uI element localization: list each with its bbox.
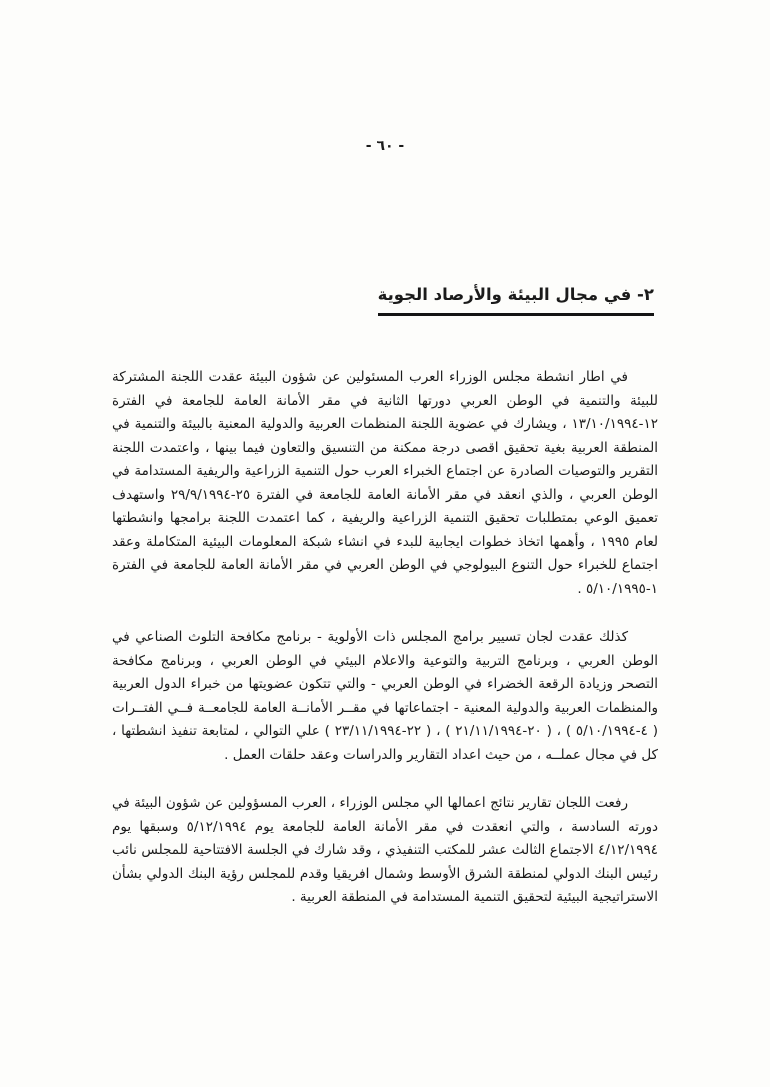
page-number: - ٦٠ - bbox=[365, 138, 405, 154]
body-text bbox=[112, 366, 658, 935]
paragraph-2: كذلك عقدت لجان تسيير برامج المجلس ذات الأولوية - برنامج مكافحة التلوث الصناعي في الوطن العربي ، وبرنامج التربية والتوعية والاعلام البيئي في الوطن العربي ، وبرنامج مكافحة التصحر وزيادة الرقعة الخضراء في الوطن العربي - والتي تتكون عضويتها من خبراء الدول العربية والمنظمات العربية والدولية المعنية - اجتماعاتها في مقــر الأمانــة العامة للجامعــة فــي الفتــرات ( ٤-٥/١٠/١٩٩٤ ) ، ( ٢٠-٢١/١١/١٩٩٤ ) ، ( ٢٢-٢٣/١١/١٩٩٤ ) علي التوالي ، لمتابعة تنفيذ انشطتها ، كل في مجال عملــه ، من حيث اعداد التقارير والدراسات وعقد حلقات العمل . bbox=[112, 629, 658, 763]
paragraph-3: رفعت اللجان تقارير نتائج اعمالها الي مجلس الوزراء ، العرب المسؤولين عن شؤون البيئة في دورته السادسة ، والتي انعقدت في مقر الأمانة العامة للجامعة يوم ٥/١٢/١٩٩٤ وسبقها يوم ٤/١٢/١٩٩٤ الاجتماع الثالث عشر للمكتب التنفيذي ، وقد شارك في الجلسة الافتتاحية للمجلس نائب رئيس البنك الدولي لمنطقة الشرق الأوسط وشمال افريقيا وقدم للمجلس رؤية البنك الدولي بشأن الاستراتيجية البيئية لتحقيق التنمية المستدامة في المنطقة العربية . bbox=[112, 795, 658, 905]
section-heading: ٢- في مجال البيئة والأرصاد الجوية bbox=[378, 284, 654, 316]
section-heading-block bbox=[378, 284, 654, 316]
paragraph-1: في اطار انشطة مجلس الوزراء العرب المسئولين عن شؤون البيئة عقدت اللجنة المشتركة للبيئة والتنمية في الوطن العربي دورتها الثانية في مقر الأمانة العامة للجامعة في الفترة ١٢-١٣/١٠/١٩٩٤ ، ويشارك في عضوية اللجنة المنظمات العربية والدولية المعنية بالبيئة والتنمية في المنطقة العربية بغية تحقيق اقصى درجة ممكنة من التنسيق والتعاون فيما بينها ، واعتمدت اللجنة التقرير والتوصيات الصادرة عن اجتماع الخبراء العرب حول التنمية الزراعية والريفية المستدامة في الوطن العربي ، والذي انعقد في مقر الأمانة العامة للجامعة في الفترة ٢٥-٢٩/٩/١٩٩٤ واستهدف تعميق الوعي بمتطلبات تحقيق التنمية الزراعية والريفية ، كما اعتمدت اللجنة برامجها وانشطتها لعام ١٩٩٥ ، وأهمها اتخاذ خطوات ايجابية للبدء في انشاء شبكة المعلومات البيئية المتكاملة وعقد اجتماع للخبراء حول التنوع البيولوجي في الوطن العربي في مقر الأمانة العامة للجامعة في الفترة ١-٥/١٠/١٩٩٥ . bbox=[112, 369, 659, 597]
